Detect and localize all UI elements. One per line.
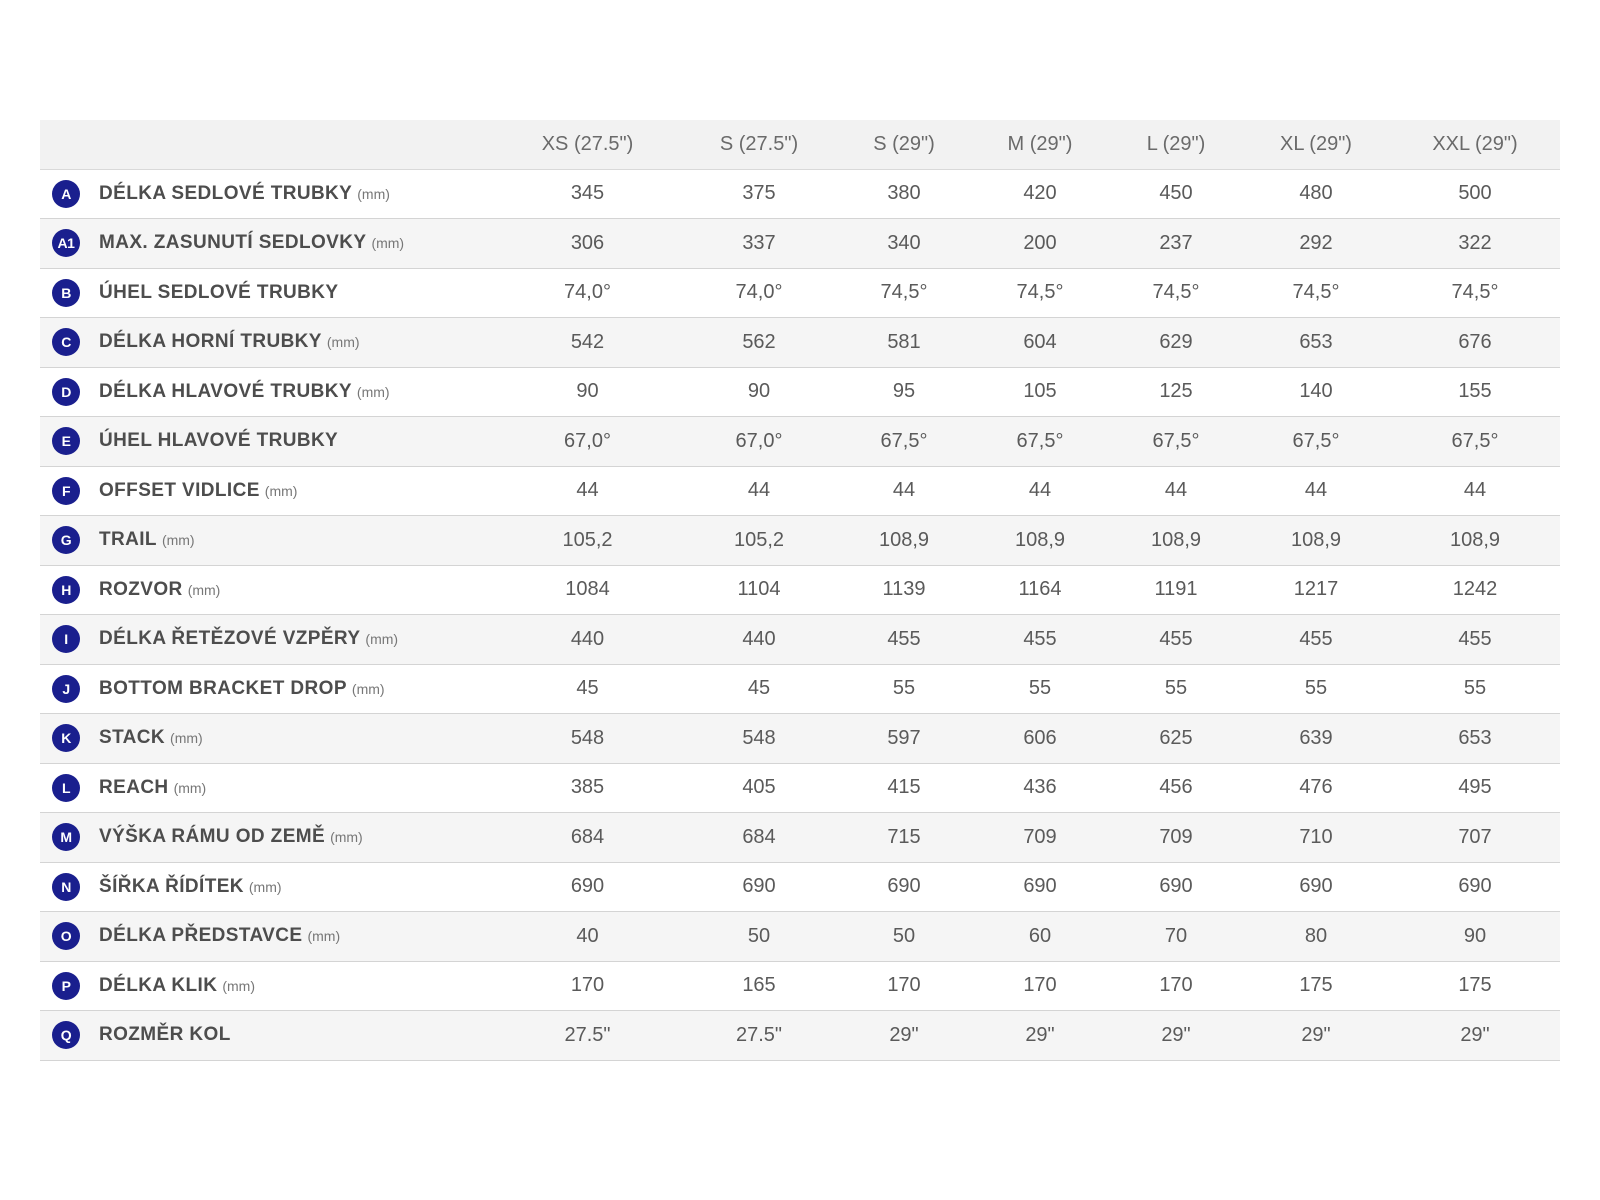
value-cell: 375 xyxy=(680,169,838,219)
parameter-unit: (mm) xyxy=(351,680,385,697)
dimension-badge-icon: J xyxy=(52,675,80,703)
value-cell: 710 xyxy=(1242,813,1390,863)
dimension-badge-icon: K xyxy=(52,724,80,752)
parameter-cell xyxy=(40,862,495,912)
parameter-unit: (mm) xyxy=(248,878,282,895)
value-cell: 385 xyxy=(495,763,680,813)
parameter-cell xyxy=(40,912,495,962)
value-cell: 690 xyxy=(1110,862,1242,912)
dimension-badge-icon: A xyxy=(52,180,80,208)
value-cell: 165 xyxy=(680,961,838,1011)
value-cell: 653 xyxy=(1242,318,1390,368)
value-cell: 105,2 xyxy=(495,516,680,566)
header-cell-size: S (27.5") xyxy=(680,120,838,169)
header-cell-size: XXL (29") xyxy=(1390,120,1560,169)
value-cell: 604 xyxy=(970,318,1110,368)
parameter-cell xyxy=(40,417,495,467)
parameter-label xyxy=(40,823,495,851)
value-cell: 29" xyxy=(970,1011,1110,1061)
parameter-label xyxy=(40,972,495,1000)
value-cell: 405 xyxy=(680,763,838,813)
value-cell: 44 xyxy=(838,466,970,516)
value-cell: 629 xyxy=(1110,318,1242,368)
dimension-badge-icon: D xyxy=(52,378,80,406)
value-cell: 653 xyxy=(1390,714,1560,764)
parameter-unit: (mm) xyxy=(326,334,360,351)
value-cell: 500 xyxy=(1390,169,1560,219)
value-cell: 606 xyxy=(970,714,1110,764)
value-cell: 456 xyxy=(1110,763,1242,813)
table-row xyxy=(40,318,1560,368)
header-cell-parameter xyxy=(40,120,495,169)
dimension-badge-icon: L xyxy=(52,774,80,802)
value-cell: 40 xyxy=(495,912,680,962)
value-cell: 715 xyxy=(838,813,970,863)
dimension-badge-icon: I xyxy=(52,625,80,653)
parameter-label xyxy=(40,328,495,356)
value-cell: 455 xyxy=(970,615,1110,665)
parameter-cell xyxy=(40,961,495,1011)
value-cell: 55 xyxy=(1110,664,1242,714)
parameter-name: ŠÍŘKA ŘÍDÍTEK xyxy=(99,875,244,897)
value-cell: 476 xyxy=(1242,763,1390,813)
value-cell: 455 xyxy=(1110,615,1242,665)
value-cell: 597 xyxy=(838,714,970,764)
parameter-cell xyxy=(40,268,495,318)
parameter-name: DÉLKA ŘETĚZOVÉ VZPĚRY xyxy=(99,628,361,650)
value-cell: 50 xyxy=(838,912,970,962)
parameter-label xyxy=(40,675,495,703)
value-cell: 67,5° xyxy=(1242,417,1390,467)
dimension-badge-icon: G xyxy=(52,526,80,554)
parameter-unit: (mm) xyxy=(187,581,221,598)
value-cell: 67,5° xyxy=(1110,417,1242,467)
parameter-cell xyxy=(40,169,495,219)
parameter-label xyxy=(40,774,495,802)
parameter-label xyxy=(40,477,495,505)
value-cell: 455 xyxy=(1390,615,1560,665)
parameter-cell xyxy=(40,664,495,714)
parameter-name: ÚHEL SEDLOVÉ TRUBKY xyxy=(99,281,339,303)
value-cell: 90 xyxy=(680,367,838,417)
dimension-badge-icon: B xyxy=(52,279,80,307)
header-cell-size: M (29") xyxy=(970,120,1110,169)
value-cell: 45 xyxy=(495,664,680,714)
table-row xyxy=(40,763,1560,813)
parameter-unit: (mm) xyxy=(161,532,195,549)
value-cell: 108,9 xyxy=(970,516,1110,566)
parameter-name: DÉLKA PŘEDSTAVCE xyxy=(99,925,303,947)
value-cell: 27.5" xyxy=(680,1011,838,1061)
value-cell: 1139 xyxy=(838,565,970,615)
value-cell: 684 xyxy=(495,813,680,863)
value-cell: 1191 xyxy=(1110,565,1242,615)
table-row xyxy=(40,417,1560,467)
parameter-cell xyxy=(40,516,495,566)
table-body xyxy=(40,169,1560,1060)
parameter-name: DÉLKA KLIK xyxy=(99,974,218,996)
value-cell: 420 xyxy=(970,169,1110,219)
parameter-cell xyxy=(40,813,495,863)
table-row xyxy=(40,862,1560,912)
value-cell: 175 xyxy=(1390,961,1560,1011)
value-cell: 155 xyxy=(1390,367,1560,417)
value-cell: 74,5° xyxy=(1390,268,1560,318)
table-row xyxy=(40,169,1560,219)
table-row xyxy=(40,714,1560,764)
value-cell: 170 xyxy=(1110,961,1242,1011)
value-cell: 542 xyxy=(495,318,680,368)
value-cell: 67,0° xyxy=(495,417,680,467)
dimension-badge-icon: Q xyxy=(52,1021,80,1049)
parameter-name: OFFSET VIDLICE xyxy=(99,479,260,501)
value-cell: 625 xyxy=(1110,714,1242,764)
header-row xyxy=(40,120,1560,169)
value-cell: 29" xyxy=(838,1011,970,1061)
table-row xyxy=(40,367,1560,417)
value-cell: 170 xyxy=(495,961,680,1011)
parameter-name: ÚHEL HLAVOVÉ TRUBKY xyxy=(99,430,339,452)
value-cell: 44 xyxy=(1390,466,1560,516)
value-cell: 709 xyxy=(1110,813,1242,863)
value-cell: 44 xyxy=(1242,466,1390,516)
parameter-name: REACH xyxy=(99,776,169,798)
value-cell: 108,9 xyxy=(1110,516,1242,566)
table-row xyxy=(40,912,1560,962)
parameter-label xyxy=(40,229,495,257)
header-cell-size: L (29") xyxy=(1110,120,1242,169)
parameter-cell xyxy=(40,615,495,665)
table-row xyxy=(40,219,1560,269)
value-cell: 60 xyxy=(970,912,1110,962)
value-cell: 170 xyxy=(970,961,1110,1011)
geometry-table xyxy=(40,120,1560,1061)
value-cell: 340 xyxy=(838,219,970,269)
value-cell: 70 xyxy=(1110,912,1242,962)
parameter-name: DÉLKA HLAVOVÉ TRUBKY xyxy=(99,380,352,402)
value-cell: 709 xyxy=(970,813,1110,863)
dimension-badge-icon: M xyxy=(52,823,80,851)
parameter-cell xyxy=(40,318,495,368)
value-cell: 44 xyxy=(495,466,680,516)
value-cell: 105 xyxy=(970,367,1110,417)
value-cell: 684 xyxy=(680,813,838,863)
parameter-cell xyxy=(40,1011,495,1061)
value-cell: 707 xyxy=(1390,813,1560,863)
value-cell: 1164 xyxy=(970,565,1110,615)
parameter-name: TRAIL xyxy=(99,529,157,551)
table-row xyxy=(40,961,1560,1011)
value-cell: 450 xyxy=(1110,169,1242,219)
value-cell: 74,0° xyxy=(680,268,838,318)
table-row xyxy=(40,615,1560,665)
value-cell: 495 xyxy=(1390,763,1560,813)
table-header xyxy=(40,120,1560,169)
dimension-badge-icon: E xyxy=(52,427,80,455)
value-cell: 74,5° xyxy=(838,268,970,318)
value-cell: 105,2 xyxy=(680,516,838,566)
value-cell: 125 xyxy=(1110,367,1242,417)
value-cell: 67,0° xyxy=(680,417,838,467)
value-cell: 1242 xyxy=(1390,565,1560,615)
parameter-unit: (mm) xyxy=(330,829,363,846)
value-cell: 74,5° xyxy=(1242,268,1390,318)
parameter-unit: (mm) xyxy=(170,730,203,747)
value-cell: 29" xyxy=(1390,1011,1560,1061)
parameter-label xyxy=(40,873,495,901)
table-row xyxy=(40,664,1560,714)
value-cell: 80 xyxy=(1242,912,1390,962)
value-cell: 562 xyxy=(680,318,838,368)
value-cell: 74,5° xyxy=(1110,268,1242,318)
value-cell: 55 xyxy=(1242,664,1390,714)
parameter-unit: (mm) xyxy=(357,185,390,202)
value-cell: 175 xyxy=(1242,961,1390,1011)
value-cell: 95 xyxy=(838,367,970,417)
value-cell: 436 xyxy=(970,763,1110,813)
parameter-name: MAX. ZASUNUTÍ SEDLOVKY xyxy=(99,232,367,254)
value-cell: 440 xyxy=(680,615,838,665)
table-row xyxy=(40,813,1560,863)
value-cell: 455 xyxy=(838,615,970,665)
value-cell: 55 xyxy=(838,664,970,714)
parameter-name: BOTTOM BRACKET DROP xyxy=(99,677,347,699)
value-cell: 55 xyxy=(970,664,1110,714)
parameter-name: ROZVOR xyxy=(99,578,183,600)
value-cell: 690 xyxy=(838,862,970,912)
parameter-cell xyxy=(40,367,495,417)
value-cell: 1084 xyxy=(495,565,680,615)
value-cell: 690 xyxy=(680,862,838,912)
dimension-badge-icon: P xyxy=(52,972,80,1000)
parameter-unit: (mm) xyxy=(264,482,298,499)
parameter-name: DÉLKA SEDLOVÉ TRUBKY xyxy=(99,182,353,204)
value-cell: 690 xyxy=(970,862,1110,912)
value-cell: 690 xyxy=(1242,862,1390,912)
parameter-name: ROZMĚR KOL xyxy=(99,1024,231,1046)
dimension-badge-icon: H xyxy=(52,576,80,604)
value-cell: 415 xyxy=(838,763,970,813)
parameter-cell xyxy=(40,466,495,516)
value-cell: 480 xyxy=(1242,169,1390,219)
value-cell: 292 xyxy=(1242,219,1390,269)
value-cell: 108,9 xyxy=(838,516,970,566)
value-cell: 322 xyxy=(1390,219,1560,269)
value-cell: 29" xyxy=(1242,1011,1390,1061)
parameter-cell xyxy=(40,763,495,813)
parameter-cell xyxy=(40,565,495,615)
parameter-cell xyxy=(40,219,495,269)
value-cell: 108,9 xyxy=(1390,516,1560,566)
value-cell: 676 xyxy=(1390,318,1560,368)
value-cell: 690 xyxy=(1390,862,1560,912)
value-cell: 1104 xyxy=(680,565,838,615)
table-row xyxy=(40,516,1560,566)
value-cell: 337 xyxy=(680,219,838,269)
value-cell: 455 xyxy=(1242,615,1390,665)
value-cell: 44 xyxy=(680,466,838,516)
parameter-label xyxy=(40,625,495,653)
value-cell: 581 xyxy=(838,318,970,368)
parameter-cell xyxy=(40,714,495,764)
value-cell: 108,9 xyxy=(1242,516,1390,566)
value-cell: 90 xyxy=(1390,912,1560,962)
parameter-unit: (mm) xyxy=(365,631,399,648)
value-cell: 67,5° xyxy=(1390,417,1560,467)
parameter-unit: (mm) xyxy=(173,779,207,796)
parameter-name: DÉLKA HORNÍ TRUBKY xyxy=(99,331,322,353)
table-row xyxy=(40,565,1560,615)
value-cell: 170 xyxy=(838,961,970,1011)
value-cell: 200 xyxy=(970,219,1110,269)
dimension-badge-icon: C xyxy=(52,328,80,356)
dimension-badge-icon: A1 xyxy=(52,229,80,257)
table-row xyxy=(40,466,1560,516)
value-cell: 380 xyxy=(838,169,970,219)
parameter-label xyxy=(40,279,495,307)
parameter-unit: (mm) xyxy=(356,383,390,400)
parameter-name: STACK xyxy=(99,727,166,749)
value-cell: 67,5° xyxy=(970,417,1110,467)
value-cell: 690 xyxy=(495,862,680,912)
value-cell: 50 xyxy=(680,912,838,962)
header-cell-size: XS (27.5") xyxy=(495,120,680,169)
value-cell: 44 xyxy=(970,466,1110,516)
value-cell: 44 xyxy=(1110,466,1242,516)
parameter-label xyxy=(40,922,495,950)
value-cell: 29" xyxy=(1110,1011,1242,1061)
header-cell-size: XL (29") xyxy=(1242,120,1390,169)
value-cell: 90 xyxy=(495,367,680,417)
parameter-label xyxy=(40,180,495,208)
dimension-badge-icon: N xyxy=(52,873,80,901)
value-cell: 45 xyxy=(680,664,838,714)
value-cell: 27.5" xyxy=(495,1011,680,1061)
value-cell: 306 xyxy=(495,219,680,269)
table-row xyxy=(40,268,1560,318)
parameter-label xyxy=(40,526,495,554)
value-cell: 67,5° xyxy=(838,417,970,467)
value-cell: 237 xyxy=(1110,219,1242,269)
value-cell: 345 xyxy=(495,169,680,219)
parameter-label xyxy=(40,427,495,455)
value-cell: 639 xyxy=(1242,714,1390,764)
parameter-label xyxy=(40,1021,495,1049)
value-cell: 140 xyxy=(1242,367,1390,417)
dimension-badge-icon: F xyxy=(52,477,80,505)
parameter-unit: (mm) xyxy=(371,235,405,252)
value-cell: 548 xyxy=(680,714,838,764)
parameter-label xyxy=(40,378,495,406)
parameter-unit: (mm) xyxy=(222,977,255,994)
header-cell-size: S (29") xyxy=(838,120,970,169)
parameter-unit: (mm) xyxy=(307,928,341,945)
value-cell: 1217 xyxy=(1242,565,1390,615)
value-cell: 74,5° xyxy=(970,268,1110,318)
value-cell: 74,0° xyxy=(495,268,680,318)
value-cell: 440 xyxy=(495,615,680,665)
parameter-label xyxy=(40,724,495,752)
table-row xyxy=(40,1011,1560,1061)
parameter-name: VÝŠKA RÁMU OD ZEMĚ xyxy=(99,826,326,848)
value-cell: 548 xyxy=(495,714,680,764)
dimension-badge-icon: O xyxy=(52,922,80,950)
value-cell: 55 xyxy=(1390,664,1560,714)
parameter-label xyxy=(40,576,495,604)
